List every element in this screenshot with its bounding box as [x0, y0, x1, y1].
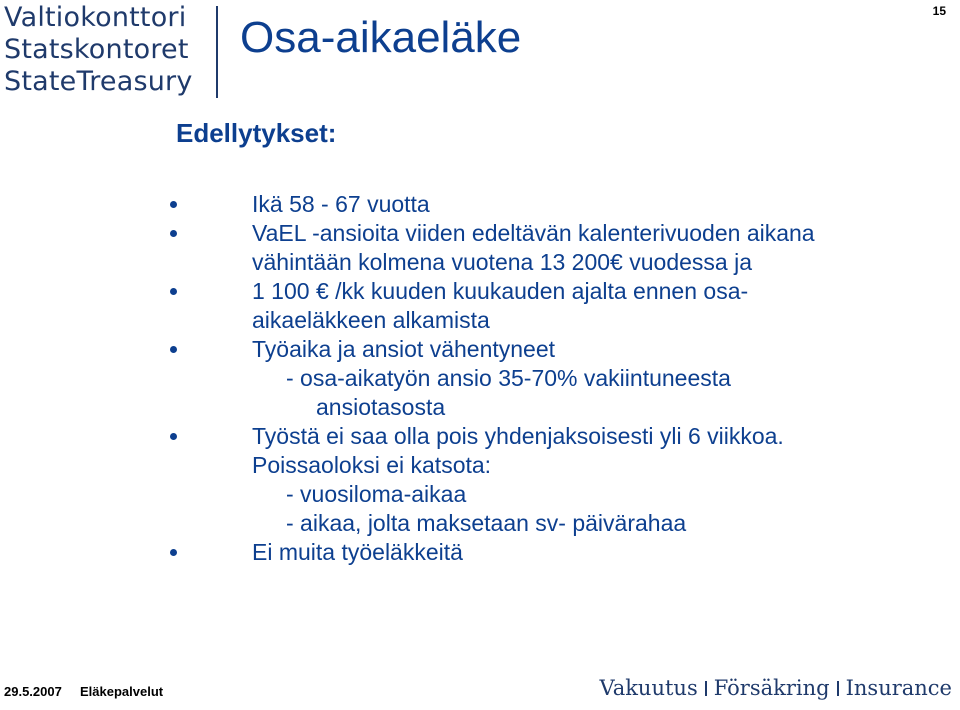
footer-department: Eläkepalvelut — [80, 684, 164, 699]
list-item — [252, 335, 952, 364]
sub-list-item: - osa-aikatyön ansio 35-70% vakiintuneesta — [286, 365, 731, 391]
sub-list-item-continuation: ansiotasosta — [316, 394, 446, 420]
footer-brand — [599, 676, 952, 700]
list-item — [252, 219, 952, 248]
brand-word-finnish: Vakuutus — [599, 676, 698, 700]
logo-line-finnish: Valtiokonttori — [4, 2, 187, 33]
requirements-list — [252, 190, 952, 567]
list-item-continuation — [252, 248, 952, 277]
list-item-text: VaEL -ansioita viiden edeltävän kalenterivuoden aikana — [252, 220, 815, 246]
bullet-icon — [170, 201, 177, 208]
list-item — [252, 538, 952, 567]
sub-list-item: - vuosiloma-aikaa — [286, 481, 467, 507]
brand-separator — [705, 681, 707, 696]
bullet-icon — [170, 433, 177, 440]
sub-list-item: - aikaa, jolta maksetaan sv- päivärahaa — [286, 510, 687, 536]
list-item-text: vähintään kolmena vuotena 13 200€ vuodessa ja — [252, 249, 752, 275]
logo-line-english: StateTreasury — [4, 66, 193, 97]
list-item — [252, 190, 952, 219]
brand-separator — [837, 681, 839, 696]
footer-date: 29.5.2007 — [4, 684, 62, 699]
list-item-continuation — [252, 306, 952, 335]
slide-title: Osa-aikaeläke — [240, 13, 522, 62]
bullet-icon — [170, 549, 177, 556]
list-item-text: Poissaoloksi ei katsota: — [252, 452, 492, 478]
list-item-text: Ei muita työeläkkeitä — [252, 539, 463, 565]
list-item-text: Työstä ei saa olla pois yhdenjaksoisesti yli 6 viikkoa. — [252, 423, 784, 449]
list-item-continuation — [252, 451, 952, 480]
list-item-text: Ikä 58 - 67 vuotta — [252, 191, 430, 217]
section-heading: Edellytykset: — [176, 118, 337, 148]
organization-logo — [4, 2, 214, 98]
list-item — [252, 422, 952, 451]
list-item-text: Työaika ja ansiot vähentyneet — [252, 336, 556, 362]
bullet-icon — [170, 346, 177, 353]
logo-line-swedish: Statskontoret — [4, 34, 189, 65]
page-number: 15 — [932, 4, 946, 18]
list-item-text: 1 100 € /kk kuuden kuukauden ajalta ennen osa- — [252, 278, 749, 304]
bullet-icon — [170, 288, 177, 295]
brand-word-english: Insurance — [845, 676, 952, 700]
bullet-icon — [170, 230, 177, 237]
brand-word-swedish: Försäkring — [713, 676, 830, 700]
logo-divider — [216, 6, 218, 98]
list-item — [252, 277, 952, 306]
list-item-text: aikaeläkkeen alkamista — [252, 307, 490, 333]
